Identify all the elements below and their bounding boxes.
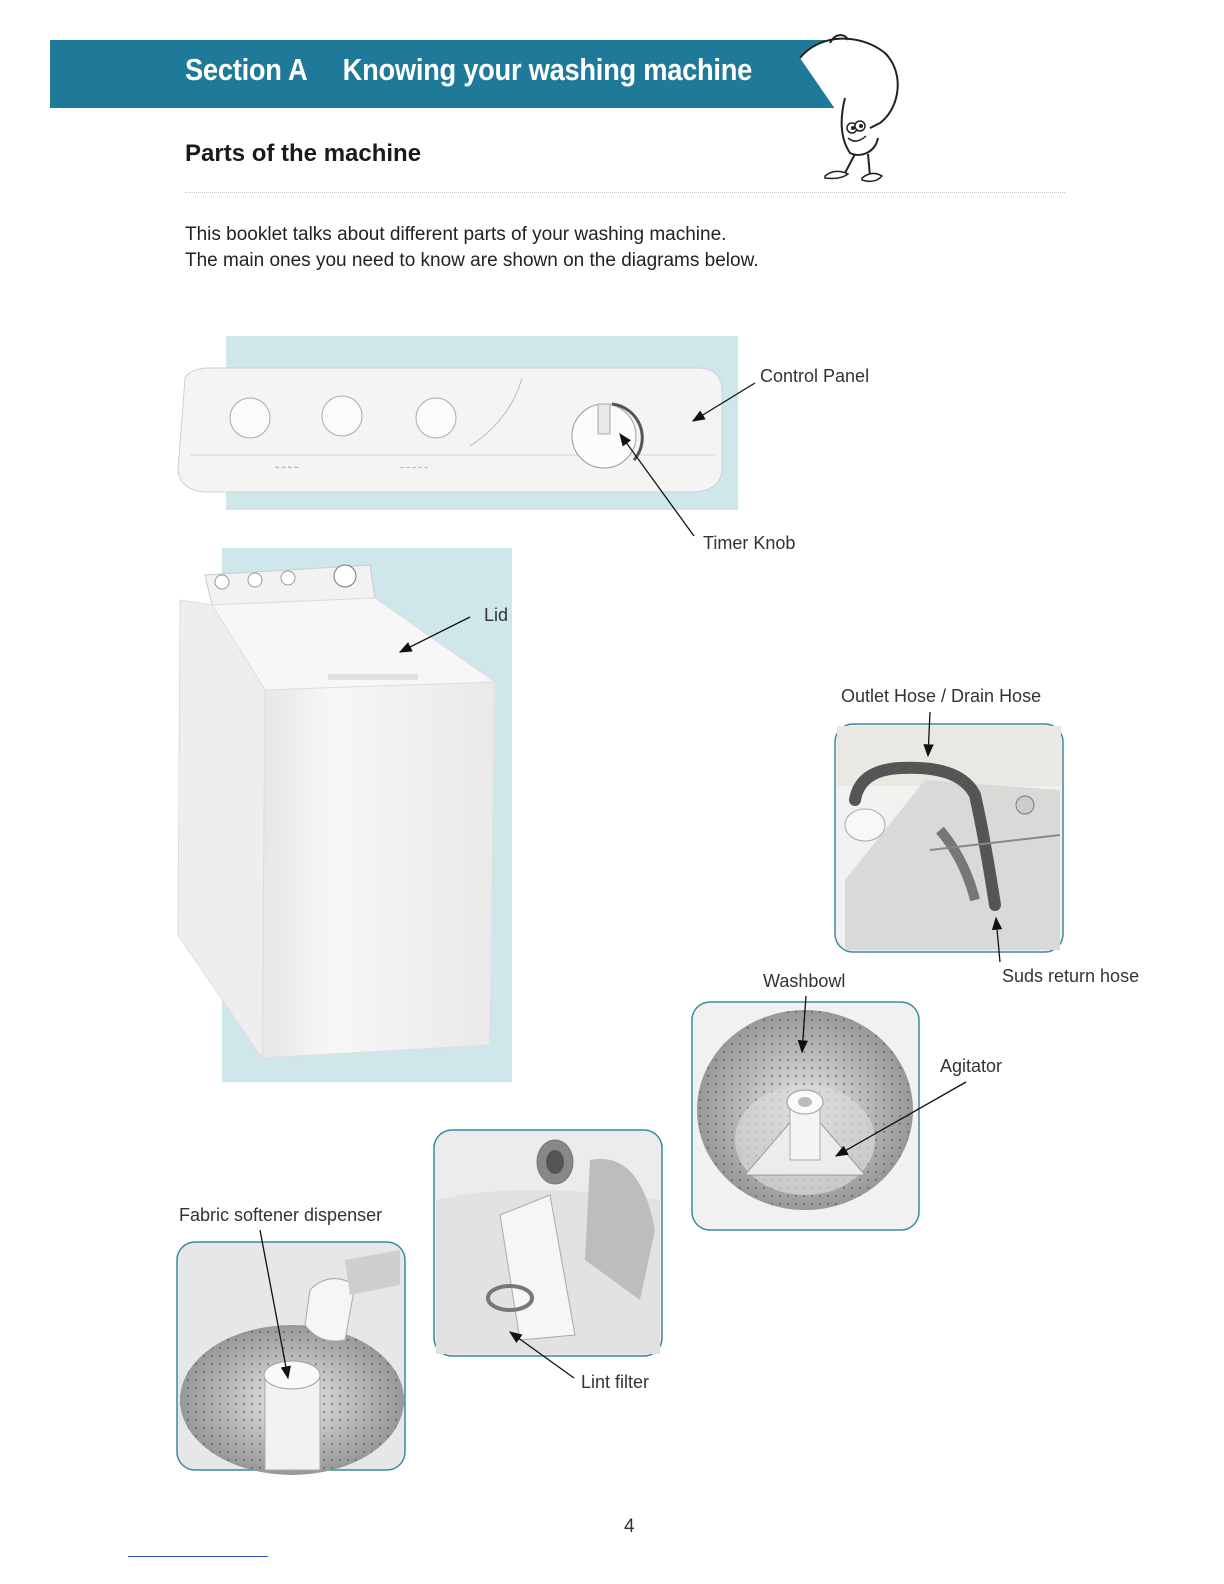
- intro-line-1: This booklet talks about different parts of your washing machine.: [185, 224, 727, 245]
- label-lid: Lid: [484, 605, 509, 625]
- washbowl-photo: [692, 1002, 919, 1230]
- label-suds-return-hose: Suds return hose: [1002, 966, 1140, 986]
- fabric-softener-photo: [177, 1242, 405, 1475]
- page-number: 4: [624, 1516, 635, 1537]
- section-id: Section A: [185, 52, 308, 87]
- footer-rule: [128, 1556, 268, 1557]
- label-timer-knob: Timer Knob: [703, 533, 796, 553]
- label-control-panel: Control Panel: [760, 366, 870, 386]
- control-panel-photo: [178, 336, 738, 510]
- svg-text:~ ~ ~ ~ ~: ~ ~ ~ ~ ~: [400, 465, 429, 472]
- label-fabric-softener: Fabric softener dispenser: [179, 1205, 383, 1225]
- intro-line-2: The main ones you need to know are shown on the diagrams below.: [185, 250, 759, 271]
- svg-text:~ ~ ~ ~: ~ ~ ~ ~: [275, 463, 299, 472]
- label-agitator: Agitator: [940, 1056, 1003, 1076]
- label-lint-filter: Lint filter: [581, 1372, 650, 1392]
- section-title: Knowing your washing machine: [342, 52, 753, 87]
- outlet-hose-photo: [835, 724, 1063, 952]
- washing-machine-photo: [178, 548, 512, 1082]
- lint-filter-photo: [434, 1130, 662, 1356]
- page-subtitle: Parts of the machine: [185, 140, 422, 167]
- label-outlet-hose: Outlet Hose / Drain Hose: [841, 686, 1042, 706]
- label-washbowl: Washbowl: [763, 971, 846, 991]
